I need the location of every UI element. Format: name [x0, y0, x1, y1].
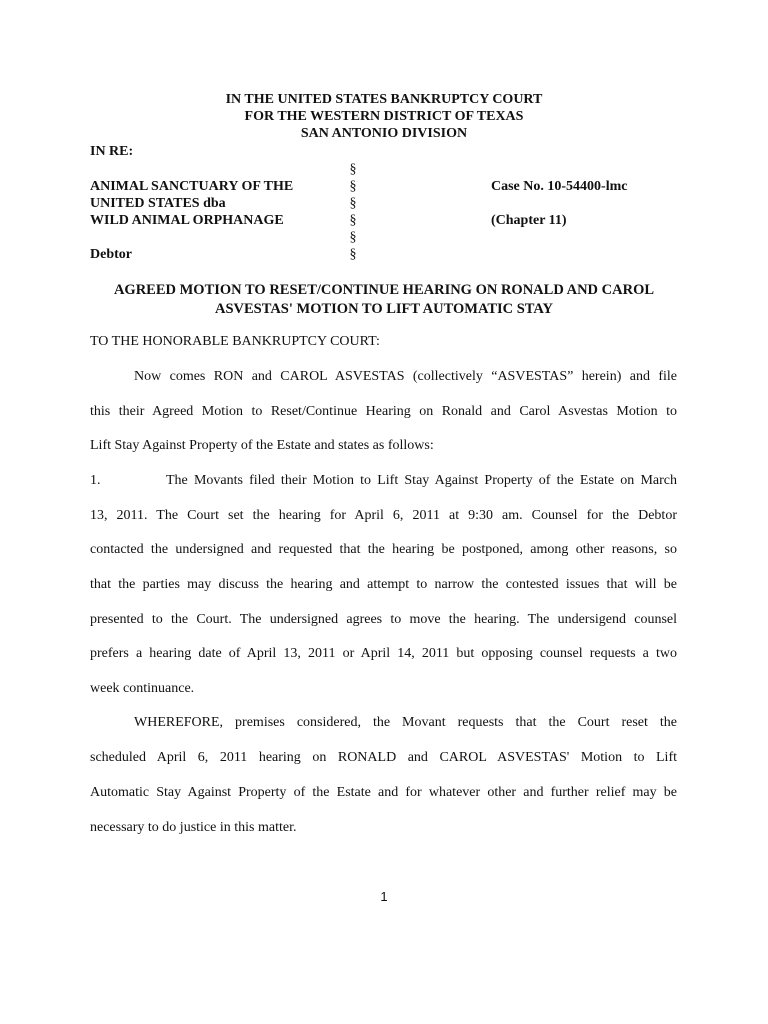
- section-symbol: §: [349, 196, 357, 211]
- wherefore-line-4: necessary to do justice in this matter.: [90, 820, 297, 835]
- intro-line-1: Now comes RON and CAROL ASVESTAS (collectively “ASVESTAS” herein) and file: [134, 369, 677, 384]
- debtor-name-line-3: WILD ANIMAL ORPHANAGE: [90, 213, 284, 228]
- page-number: 1: [380, 889, 388, 904]
- paragraph-1-line-3: contacted the undersigned and requested that the hearing be postponed, among other reasons, so: [90, 542, 677, 557]
- section-symbol: §: [349, 179, 357, 194]
- section-symbol: §: [349, 230, 357, 245]
- paragraph-1-line-2: 13, 2011. The Court set the hearing for April 6, 2011 at 9:30 am. Counsel for the Debtor: [90, 508, 677, 523]
- paragraph-1-line-4: that the parties may discuss the hearing and attempt to narrow the contested issues that will be: [90, 577, 677, 592]
- chapter-label: (Chapter 11): [491, 213, 567, 228]
- motion-title-line-2: ASVESTAS' MOTION TO LIFT AUTOMATIC STAY: [214, 301, 554, 317]
- debtor-name-line-1: ANIMAL SANCTUARY OF THE: [90, 179, 294, 194]
- court-header-line-3: SAN ANTONIO DIVISION: [300, 126, 468, 141]
- intro-line-2: this their Agreed Motion to Reset/Continue Hearing on Ronald and Carol Asvestas Motion to: [90, 404, 677, 419]
- case-number: Case No. 10-54400-lmc: [491, 179, 628, 194]
- in-re-label: IN RE:: [90, 144, 134, 159]
- intro-line-3: Lift Stay Against Property of the Estate and states as follows:: [90, 438, 434, 453]
- court-header-line-1: IN THE UNITED STATES BANKRUPTCY COURT: [225, 92, 543, 107]
- section-symbol: §: [349, 247, 357, 262]
- wherefore-line-1: WHEREFORE, premises considered, the Movant requests that the Court reset the: [134, 715, 677, 730]
- section-symbol: §: [349, 213, 357, 228]
- paragraph-1-line-6: prefers a hearing date of April 13, 2011 or April 14, 2011 but opposing counsel requests a two: [90, 646, 677, 661]
- debtor-label: Debtor: [90, 247, 132, 262]
- paragraph-1-line-5: presented to the Court. The undersigned agrees to move the hearing. The undersigend counsel: [90, 612, 677, 627]
- debtor-name-line-2: UNITED STATES dba: [90, 196, 226, 211]
- paragraph-number: 1.: [90, 473, 101, 488]
- salutation: TO THE HONORABLE BANKRUPTCY COURT:: [90, 334, 380, 349]
- section-symbol: §: [349, 162, 357, 177]
- paragraph-1-line-1: The Movants filed their Motion to Lift Stay Against Property of the Estate on March: [166, 473, 677, 488]
- paragraph-1-line-7: week continuance.: [90, 681, 195, 696]
- motion-title-line-1: AGREED MOTION TO RESET/CONTINUE HEARING ON RONALD AND CAROL: [113, 282, 655, 298]
- wherefore-line-2: scheduled April 6, 2011 hearing on RONALD and CAROL ASVESTAS' Motion to Lift: [90, 750, 677, 765]
- court-header-line-2: FOR THE WESTERN DISTRICT OF TEXAS: [244, 109, 524, 124]
- wherefore-line-3: Automatic Stay Against Property of the Estate and for whatever other and further relief may be: [90, 785, 677, 800]
